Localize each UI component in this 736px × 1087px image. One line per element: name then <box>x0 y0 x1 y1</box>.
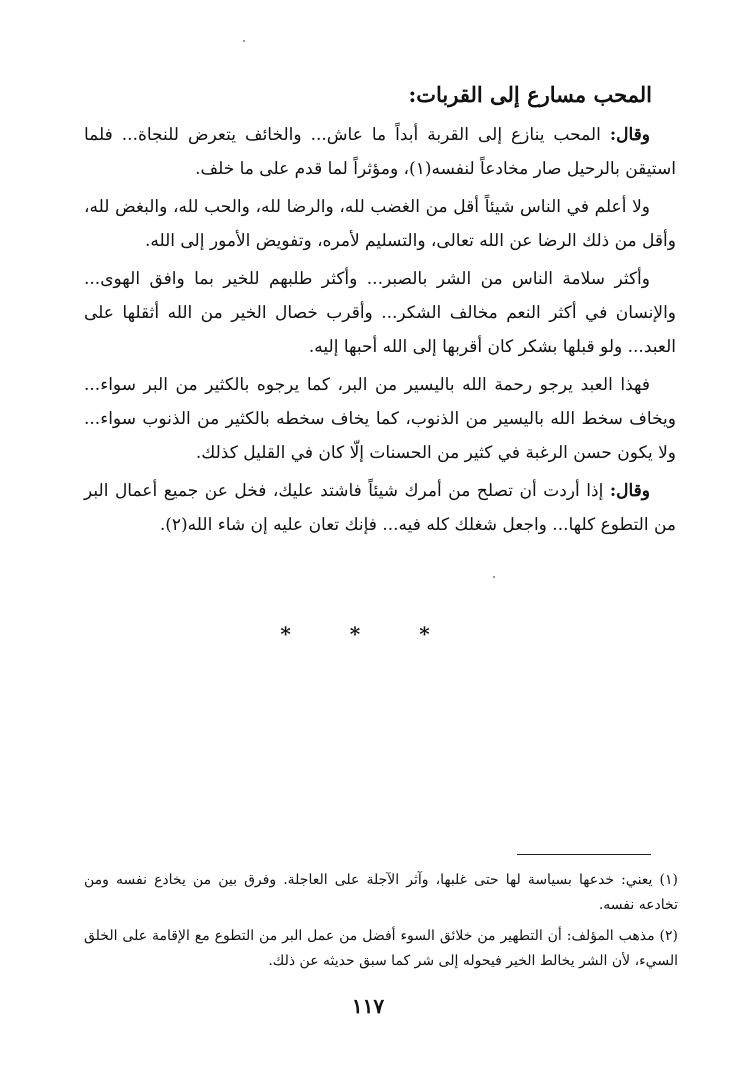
paragraph <box>84 262 676 364</box>
paragraph-lead: وقال: <box>609 481 650 501</box>
paragraph-text: وأكثر سلامة الناس من الشر بالصبر... وأكثر طلبهم للخير بما وافق الهوى... والإنسان في أكثر النعم مخالف الشكر... وأقرب خصال الخير من الله أثقلها على العبد... ولو قبلها بشكر كان أقربها إلى الله أحبها إليه. <box>84 269 676 357</box>
scan-speck <box>493 576 495 578</box>
footnote: (١) يعني: خدعها بسياسة لها حتى غلبها، وآثر الآجلة على العاجلة. وفرق بين من يخادع نفسه ومن تخادعه نفسه. <box>84 872 678 913</box>
body-text <box>84 118 676 546</box>
paragraph-lead: وقال: <box>609 125 650 145</box>
scan-speck <box>243 40 245 42</box>
footnote-rule <box>517 854 651 855</box>
paragraph <box>84 118 676 186</box>
paragraph <box>84 474 676 542</box>
paragraph <box>84 190 676 258</box>
section-separator: * * * <box>280 622 456 646</box>
section-heading: المحب مسارع إلى القربات: <box>408 82 652 107</box>
footnotes <box>84 868 678 980</box>
paragraph-text: إذا أردت أن تصلح من أمرك شيئاً فاشتد عليك، فخل عن جميع أعمال البر من التطوع كلها... واجعل شغلك كله فيه... فإنك تعان عليه إن شاء الله(٢). <box>84 481 676 535</box>
footnote: (٢) مذهب المؤلف: أن التطهير من خلائق السوء أفضل من عمل البر من التطوع مع الإقامة على الخلق السيء، لأن الشر يخالط الخير فيحوله إلى شر كما سبق حديثه عن ذلك. <box>84 928 678 969</box>
paragraph-text: فهذا العبد يرجو رحمة الله باليسير من البر، كما يرجوه بالكثير من البر سواء... ويخاف سخط الله باليسير من الذنوب، كما يخاف سخطه بالكثير من الذنوب سواء... ولا يكون حسن الرغبة في كثير من الحسنات إلّا كان في القليل كذلك. <box>84 375 676 463</box>
page-number: ١١٧ <box>351 994 385 1018</box>
paragraph <box>84 368 676 470</box>
paragraph-text: المحب ينازع إلى القربة أبداً ما عاش... والخائف يتعرض للنجاة... فلما استيقن بالرحيل صار مخادعاً لنفسه(١)، ومؤثراً لما قدم على ما خلف. <box>84 125 676 179</box>
paragraph-text: ولا أعلم في الناس شيئاً أقل من الغضب لله، والرضا لله، والحب لله، والبغض لله، وأقل من ذلك الرضا عن الله تعالى، والتسليم لأمره، وتفويض الأمور إلى الله. <box>84 197 676 251</box>
